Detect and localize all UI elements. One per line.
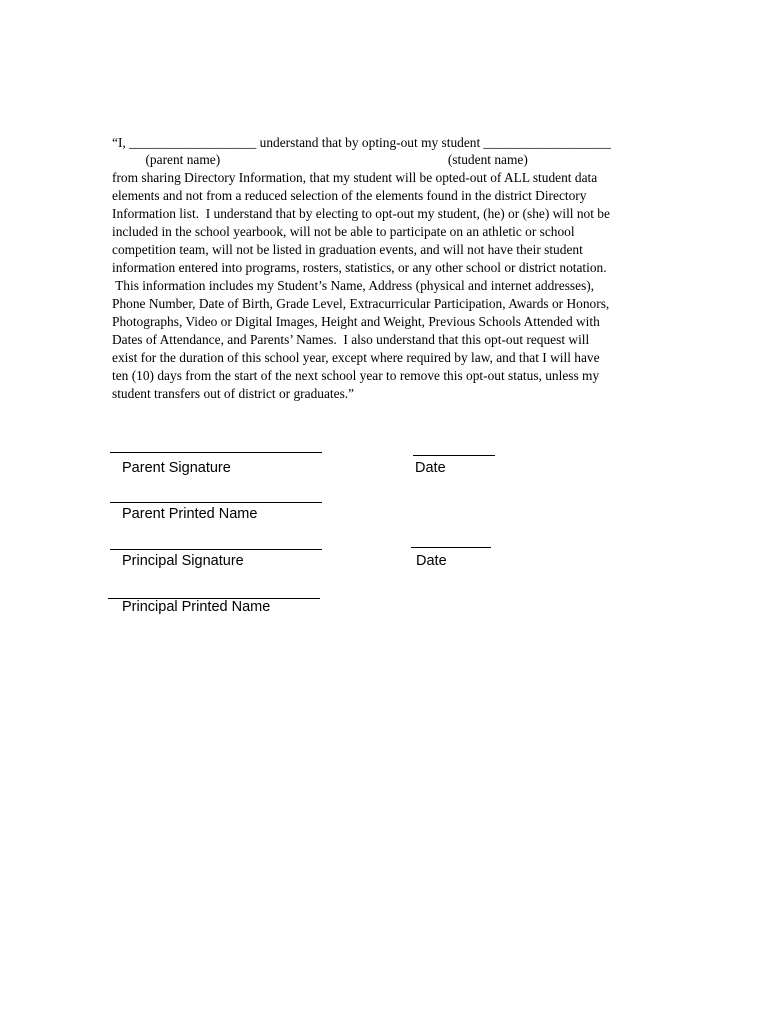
statement-line-6: included in the school yearbook, will not be able to participate on an athletic or school (112, 224, 575, 239)
statement-line-2: (parent name) (student name) (112, 152, 528, 167)
statement-line-8: information entered into programs, rosters, statistics, or any other school or district notation. (112, 260, 607, 275)
parent-signature-line[interactable] (110, 452, 322, 453)
statement-line-11: Photographs, Video or Digital Images, Height and Weight, Previous Schools Attended with (112, 314, 600, 329)
statement-line-5: Information list. I understand that by electing to opt-out my student, (he) or (she) will not be (112, 206, 610, 221)
statement-line-10: Phone Number, Date of Birth, Grade Level, Extracurricular Participation, Awards or Honors, (112, 296, 610, 311)
principal-date-line[interactable] (411, 547, 491, 548)
statement-line-7: competition team, will not be listed in graduation events, and will not have their student (112, 242, 583, 257)
principal-printed-name-label: Principal Printed Name (122, 599, 271, 615)
statement-line-12: Dates of Attendance, and Parents’ Names. I also understand that this opt-out request will (112, 332, 590, 347)
statement-line-3: from sharing Directory Information, that my student will be opted-out of ALL student data (112, 170, 598, 185)
statement-line-1: “I, ___________________ understand that by opting-out my student ___________________ (112, 135, 611, 150)
statement-line-4: elements and not from a reduced selection of the elements found in the district Directory (112, 188, 587, 203)
principal-date-label: Date (416, 553, 447, 569)
statement-line-13: exist for the duration of this school year, except where required by law, and that I will have (112, 350, 600, 365)
parent-printed-name-line[interactable] (110, 502, 322, 503)
principal-signature-label: Principal Signature (122, 553, 244, 569)
parent-date-line[interactable] (413, 455, 495, 456)
statement-line-15: student transfers out of district or graduates.” (112, 386, 355, 401)
parent-printed-name-label: Parent Printed Name (122, 506, 258, 522)
statement-line-14: ten (10) days from the start of the next school year to remove this opt-out status, unless my (112, 368, 600, 383)
parent-signature-label: Parent Signature (122, 460, 231, 476)
parent-date-label: Date (415, 460, 446, 476)
statement-line-9: This information includes my Student’s Name, Address (physical and internet addresses), (112, 278, 595, 293)
principal-signature-line[interactable] (110, 549, 322, 550)
